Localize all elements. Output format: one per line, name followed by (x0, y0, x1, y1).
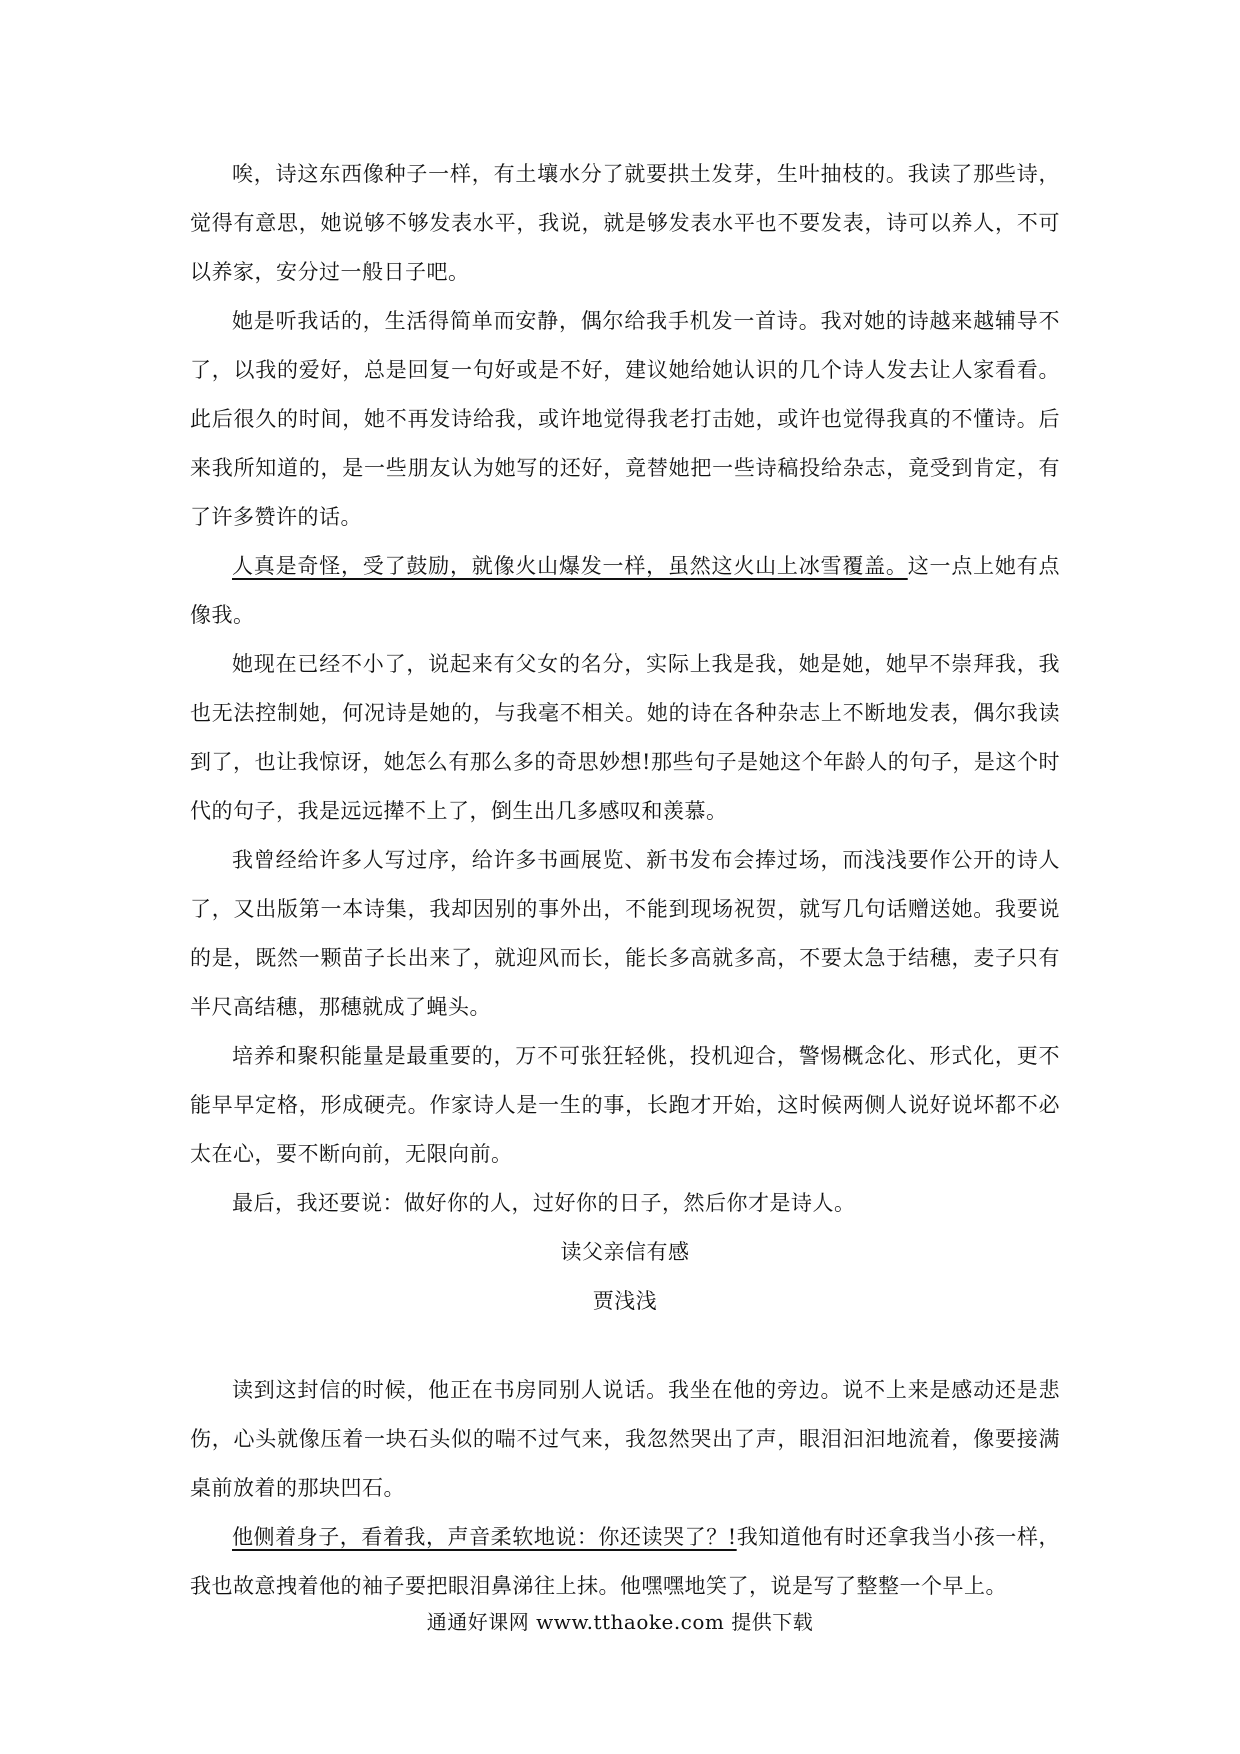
document-body (190, 150, 1060, 1611)
essay-paragraph-2-rest: 我知道他有时还拿我当小孩一样，我也故意拽着他的袖子要把眼泪鼻涕往上抹。他嘿嘿地笑了，说是写了整整一个早上。 (190, 1525, 1061, 1598)
letter-paragraph-5: 我曾经给许多人写过序，给许多书画展览、新书发布会捧过场，而浅浅要作公开的诗人了，又出版第一本诗集，我却因别的事外出，不能到现场祝贺，就写几句话赠送她。我要说的是，既然一颗苗子长出来了，就迎风而长，能长多高就多高，不要太急于结穗，麦子只有半尺高结穗，那穗就成了蝇头。 (190, 848, 1060, 1019)
letter-paragraph-6: 培养和聚积能量是最重要的，万不可张狂轻佻，投机迎合，警惕概念化、形式化，更不能早早定格，形成硬壳。作家诗人是一生的事，长跑才开始，这时候两侧人说好说坏都不必太在心，要不断向前，无限向前。 (190, 1044, 1060, 1166)
underlined-sentence: 他侧着身子，看着我，声音柔软地说：你还读哭了？! (232, 1525, 737, 1549)
spacer (190, 1326, 1060, 1366)
letter-paragraph-3-rest: 这一点上她有点像我。 (190, 554, 1061, 627)
page-footer: 通通好课网 www.tthaoke.com 提供下载 (426, 1610, 814, 1634)
underlined-sentence: 人真是奇怪，受了鼓励，就像火山爆发一样，虽然这火山上冰雪覆盖。 (232, 554, 908, 578)
letter-paragraph-1: 唉，诗这东西像种子一样，有土壤水分了就要拱土发芽，生叶抽枝的。我读了那些诗，觉得有意思，她说够不够发表水平，我说，就是够发表水平也不要发表，诗可以养人，不可以养家，安分过一般日子吧。 (190, 162, 1060, 284)
letter-paragraph-2: 她是听我话的，生活得简单而安静，偶尔给我手机发一首诗。我对她的诗越来越辅导不了，以我的爱好，总是回复一句好或是不好，建议她给她认识的几个诗人发去让人家看看。此后很久的时间，她不再发诗给我，或许地觉得我老打击她，或许也觉得我真的不懂诗。后来我所知道的，是一些朋友认为她写的还好，竟替她把一些诗稿投给杂志，竟受到肯定，有了许多赞许的话。 (190, 309, 1060, 529)
letter-paragraph-4: 她现在已经不小了，说起来有父女的名分，实际上我是我，她是她，她早不崇拜我，我也无法控制她，何况诗是她的，与我毫不相关。她的诗在各种杂志上不断地发表，偶尔我读到了，也让我惊讶，她怎么有那么多的奇思妙想!那些句子是她这个年龄人的句子，是这个时代的句子，我是远远撵不上了，倒生出几多感叹和羡慕。 (190, 652, 1060, 823)
letter-paragraph-3 (190, 542, 1060, 640)
essay-author: 贾浅浅 (592, 1289, 658, 1313)
essay-title: 读父亲信有感 (560, 1240, 690, 1264)
essay-paragraph-2 (190, 1513, 1060, 1611)
essay-paragraph-1: 读到这封信的时候，他正在书房同别人说话。我坐在他的旁边。说不上来是感动还是悲伤，心头就像压着一块石头似的喘不过气来，我忽然哭出了声，眼泪汩汩地流着，像要接满桌前放着的那块凹石。 (190, 1378, 1060, 1500)
letter-paragraph-7: 最后，我还要说：做好你的人，过好你的日子，然后你才是诗人。 (232, 1191, 856, 1215)
